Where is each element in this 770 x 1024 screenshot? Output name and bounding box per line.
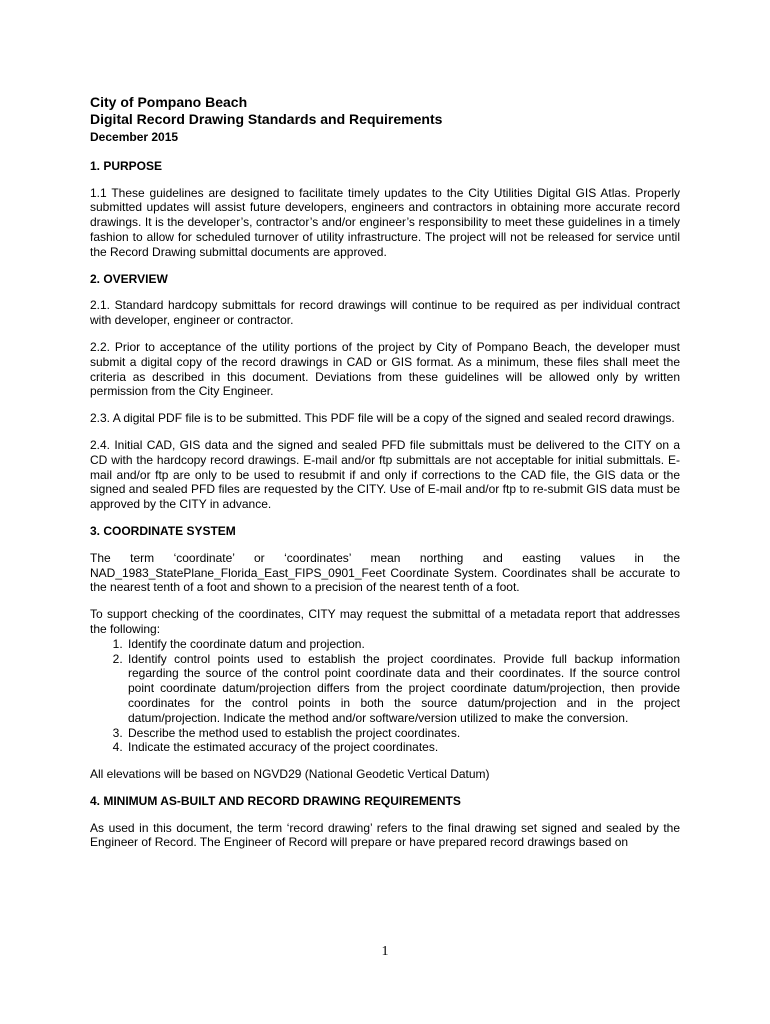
paragraph: As used in this document, the term ‘record drawing’ refers to the final drawing set signed and sealed by the Engineer of Record. The Engineer of Record will prepare or have prepared record drawings based on: [90, 820, 680, 850]
page-number: 1: [381, 944, 389, 959]
paragraph: 2.3. A digital PDF file is to be submitted. This PDF file will be a copy of the signed and sealed record drawings.: [90, 411, 675, 426]
paragraph: All elevations will be based on NGVD29 (National Geodetic Vertical Datum): [90, 767, 490, 782]
section-minimum-requirements: [90, 794, 680, 850]
title-line-city: City of Pompano Beach: [90, 94, 248, 110]
list-item: 1. Identify the coordinate datum and projection.: [126, 637, 680, 652]
list-item: 4. Indicate the estimated accuracy of the project coordinates.: [126, 740, 680, 755]
paragraph: 1.1 These guidelines are designed to facilitate timely updates to the City Utilities Digital GIS Atlas. Properly submitted updates will assist future developers, engineers and contractors in obtaining more accurate record drawings. It is the developer’s, contractor’s and/or engineer’s responsibility to meet these guidelines in a timely fashion to allow for scheduled turnover of utility infrastructure. The project will not be released for service until the Record Drawing submittal documents are approved.: [90, 185, 680, 259]
paragraph: 2.1. Standard hardcopy submittals for record drawings will continue to be required as per individual contract with developer, engineer or contractor.: [90, 298, 680, 328]
metadata-requirements-list: [90, 637, 680, 755]
section-heading: 2. OVERVIEW: [90, 271, 168, 286]
document-title: [90, 94, 680, 128]
paragraph: The term ‘coordinate’ or ‘coordinates’ mean northing and easting values in the NAD_1983_StatePlane_Florida_East_FIPS_0901_Feet Coordinate System. Coordinates shall be accurate to the nearest tenth of a foot and shown to a precision of the nearest tenth of a foot.: [90, 550, 680, 595]
section-heading: 1. PURPOSE: [90, 158, 163, 173]
title-line-standards: Digital Record Drawing Standards and Requirements: [90, 111, 443, 127]
section-purpose: [90, 159, 680, 260]
paragraph: To support checking of the coordinates, CITY may request the submittal of a metadata report that addresses the following:: [90, 607, 680, 636]
paragraph: 2.4. Initial CAD, GIS data and the signed and sealed PFD file submittals must be delivered to the CITY on a CD with the hardcopy record drawings. E-mail and/or ftp submittals are not acceptable for initial submittals. E-mail and/or ftp are only to be used to resubmit if and only if corrections to the CAD file, the GIS data or the signed and sealed PFD files are requested by the CITY. Use of E-mail and/or ftp to re-submit GIS data must be approved by the CITY in advance.: [90, 437, 680, 512]
list-item: 2. Identify control points used to establish the project coordinates. Provide full backup information regarding the source of the control point coordinate data and their coordinates. If the source control point coordinate datum/projection differs from the project coordinate datum/projection, then provide coordinates for the control points in both the source datum/projection and in the project datum/projection. Indicate the method and/or software/version utilized to make the conversion.: [126, 652, 680, 726]
document-date: December 2015: [90, 130, 179, 144]
section-overview: [90, 272, 680, 512]
list-item: 3. Describe the method used to establish the project coordinates.: [126, 726, 680, 741]
paragraph: 2.2. Prior to acceptance of the utility portions of the project by City of Pompano Beach, the developer must submit a digital copy of the record drawings in CAD or GIS format. As a minimum, these files shall meet the criteria as described in this document. Deviations from these guidelines will be allowed only by written permission from the City Engineer.: [90, 339, 680, 399]
section-coordinate-system: [90, 524, 680, 782]
document-body: [90, 94, 680, 862]
section-heading: 4. MINIMUM AS-BUILT AND RECORD DRAWING REQUIREMENTS: [90, 793, 461, 808]
section-heading: 3. COORDINATE SYSTEM: [90, 523, 236, 538]
